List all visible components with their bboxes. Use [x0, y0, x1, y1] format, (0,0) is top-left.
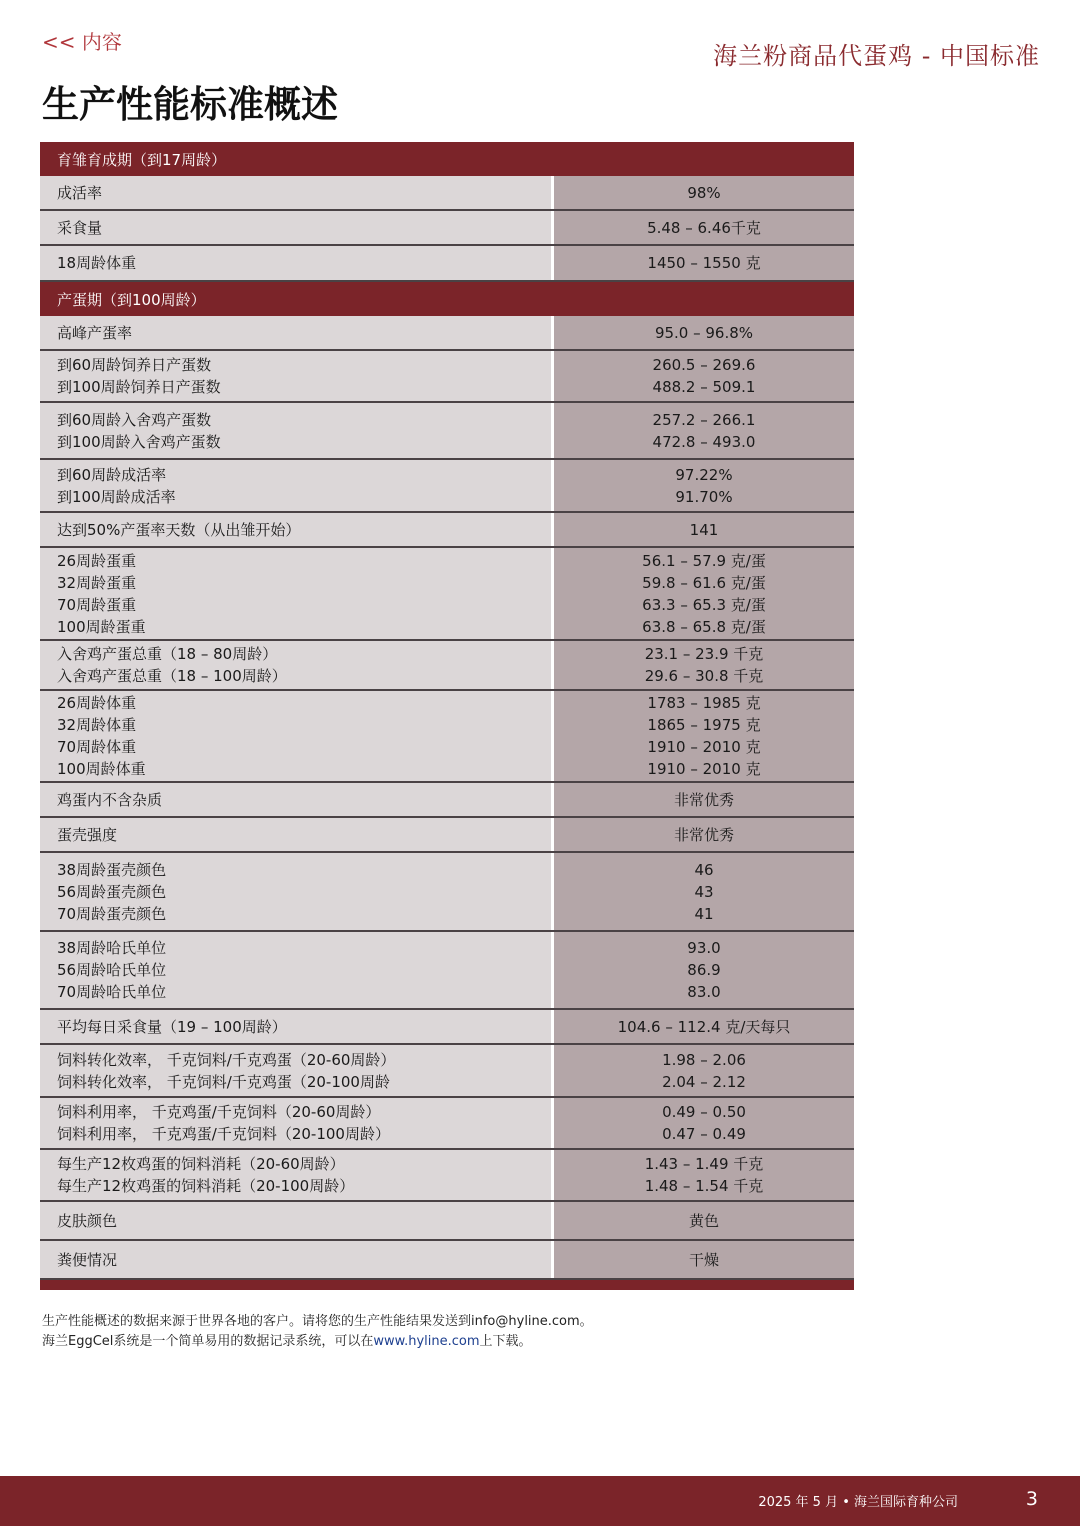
row-value: 0.47 – 0.49 — [662, 1125, 746, 1143]
row-label-cell — [40, 211, 554, 244]
row-label-cell — [40, 1010, 554, 1043]
row-value-cell — [554, 211, 854, 244]
row-value-cell — [554, 783, 854, 816]
section-header: 育雏育成期（到17周龄） — [40, 142, 854, 176]
row-label-cell — [40, 691, 554, 781]
row-value: 0.49 – 0.50 — [662, 1103, 746, 1121]
row-label: 每生产12枚鸡蛋的饲料消耗（20-100周龄） — [57, 1177, 355, 1195]
row-label-cell — [40, 1202, 554, 1239]
table-row — [40, 932, 854, 1010]
row-label: 饲料利用率， 千克鸡蛋/千克饲料（20-100周龄） — [57, 1125, 390, 1143]
row-value: 141 — [689, 520, 719, 539]
row-value-cell — [554, 1241, 854, 1278]
table-row — [40, 1241, 854, 1280]
table-row — [40, 513, 854, 548]
row-value: 干燥 — [688, 1250, 719, 1269]
row-value-cell — [554, 1045, 854, 1096]
row-value: 97.22% — [675, 465, 733, 484]
row-label: 成活率 — [57, 183, 103, 202]
row-label-cell — [40, 932, 554, 1008]
row-value: 1910 – 2010 克 — [647, 760, 761, 778]
row-label: 38周龄哈氏单位 — [57, 939, 167, 957]
back-to-contents-link[interactable]: << 内容 — [42, 30, 122, 54]
table-row — [40, 548, 854, 641]
page-number: 3 — [1025, 1488, 1038, 1510]
row-value: 260.5 – 269.6 — [652, 356, 756, 374]
footnote-eggcel-text: 海兰EggCel系统是一个简单易用的数据记录系统，可以在 — [42, 1334, 374, 1349]
row-label-cell — [40, 641, 554, 689]
row-label-cell — [40, 853, 554, 930]
row-label: 32周龄体重 — [57, 716, 137, 734]
row-value: 98% — [687, 183, 721, 202]
row-value: 95.0 – 96.8% — [654, 323, 754, 342]
table-row — [40, 246, 854, 282]
section-header: 产蛋期（到100周龄） — [40, 282, 854, 316]
row-value: 43 — [694, 882, 714, 901]
table-row — [40, 1202, 854, 1241]
table-row — [40, 176, 854, 211]
row-value: 1865 – 1975 克 — [647, 716, 761, 734]
row-value: 29.6 – 30.8 千克 — [644, 667, 764, 685]
row-label: 70周龄哈氏单位 — [57, 983, 167, 1001]
row-label: 32周龄蛋重 — [57, 573, 137, 592]
table-row — [40, 818, 854, 853]
row-label-cell — [40, 548, 554, 639]
row-label-cell — [40, 1150, 554, 1200]
row-value: 41 — [694, 904, 714, 923]
row-value: 5.48 – 6.46千克 — [647, 218, 761, 237]
footnote-eggcel — [42, 1332, 593, 1352]
row-value: 1783 – 1985 克 — [647, 694, 761, 712]
row-value: 1910 – 2010 克 — [647, 738, 761, 756]
row-value-cell — [554, 853, 854, 930]
row-value-cell — [554, 403, 854, 458]
row-label: 达到50%产蛋率天数（从出雏开始） — [57, 520, 301, 539]
row-value: 91.70% — [675, 487, 733, 506]
row-label-cell — [40, 1045, 554, 1096]
row-label: 56周龄哈氏单位 — [57, 961, 167, 979]
row-label-cell — [40, 246, 554, 280]
table-row — [40, 1150, 854, 1202]
performance-standards-table — [40, 142, 854, 1290]
row-value-cell — [554, 548, 854, 639]
row-value-cell — [554, 1010, 854, 1043]
table-row — [40, 211, 854, 246]
table-row — [40, 460, 854, 513]
row-label: 38周龄蛋壳颜色 — [57, 860, 167, 879]
row-label: 100周龄蛋重 — [57, 617, 146, 636]
row-label: 到60周龄入舍鸡产蛋数 — [57, 410, 212, 429]
hyline-website-link[interactable]: www.hyline.com — [373, 1334, 480, 1349]
row-value-cell — [554, 246, 854, 280]
table-row — [40, 853, 854, 932]
row-label-cell — [40, 513, 554, 546]
row-label: 26周龄体重 — [57, 694, 137, 712]
row-label-cell — [40, 1098, 554, 1148]
table-row — [40, 641, 854, 691]
row-value: 59.8 – 61.6 克/蛋 — [642, 573, 766, 592]
row-value: 63.3 – 65.3 克/蛋 — [642, 595, 766, 614]
row-label-cell — [40, 351, 554, 401]
footer-date-company: 2025 年 5 月 • 海兰国际育种公司 — [758, 1495, 958, 1510]
footnote-eggcel-suffix: 上下载。 — [479, 1334, 532, 1349]
row-label: 饲料转化效率， 千克饲料/千克鸡蛋（20-60周龄） — [57, 1050, 396, 1069]
row-label: 到60周龄饲养日产蛋数 — [57, 356, 212, 374]
document-title: 海兰粉商品代蛋鸡 - 中国标准 — [713, 42, 1040, 70]
row-label: 70周龄体重 — [57, 738, 137, 756]
row-value-cell — [554, 932, 854, 1008]
row-label: 饲料转化效率， 千克饲料/千克鸡蛋（20-100周龄 — [57, 1072, 390, 1091]
table-row — [40, 403, 854, 460]
row-value: 2.04 – 2.12 — [662, 1072, 746, 1091]
table-row — [40, 1045, 854, 1098]
row-label: 100周龄体重 — [57, 760, 146, 778]
row-label-cell — [40, 316, 554, 349]
row-label: 蛋壳强度 — [57, 825, 118, 844]
row-label: 采食量 — [57, 218, 103, 237]
row-label-cell — [40, 783, 554, 816]
row-label: 入舍鸡产蛋总重（18 – 100周龄） — [57, 667, 287, 685]
row-label: 18周龄体重 — [57, 254, 137, 272]
row-label: 到100周龄饲养日产蛋数 — [57, 378, 221, 396]
row-value: 1.98 – 2.06 — [662, 1050, 746, 1069]
row-value-cell — [554, 316, 854, 349]
row-label: 每生产12枚鸡蛋的饲料消耗（20-60周龄） — [57, 1155, 345, 1173]
page-footer — [0, 1476, 1080, 1526]
row-label: 70周龄蛋重 — [57, 595, 137, 614]
row-value-cell — [554, 1098, 854, 1148]
row-value: 83.0 — [687, 983, 721, 1001]
row-value: 1450 – 1550 克 — [647, 254, 761, 272]
row-label: 鸡蛋内不含杂质 — [57, 790, 163, 809]
row-value: 23.1 – 23.9 千克 — [644, 645, 764, 663]
row-label: 到100周龄入舍鸡产蛋数 — [57, 432, 221, 451]
row-label: 平均每日采食量（19 – 100周龄） — [57, 1017, 287, 1036]
row-value-cell — [554, 460, 854, 511]
table-row — [40, 691, 854, 783]
row-value-cell — [554, 818, 854, 851]
row-value: 1.48 – 1.54 千克 — [644, 1177, 764, 1195]
row-label-cell — [40, 1241, 554, 1278]
page-title: 生产性能标准概述 — [42, 83, 338, 126]
row-value-cell — [554, 1150, 854, 1200]
row-label-cell — [40, 818, 554, 851]
row-label: 饲料利用率， 千克鸡蛋/千克饲料（20-60周龄） — [57, 1103, 381, 1121]
table-row — [40, 1098, 854, 1150]
table-row — [40, 1010, 854, 1045]
row-value: 104.6 – 112.4 克/天每只 — [617, 1017, 791, 1036]
row-label-cell — [40, 176, 554, 209]
row-value: 46 — [694, 860, 714, 879]
table-row — [40, 316, 854, 351]
table-row — [40, 351, 854, 403]
row-label-cell — [40, 460, 554, 511]
row-label: 到60周龄成活率 — [57, 465, 167, 484]
row-value-cell — [554, 641, 854, 689]
row-label: 粪便情况 — [57, 1250, 118, 1269]
row-label-cell — [40, 403, 554, 458]
row-value: 472.8 – 493.0 — [652, 432, 756, 451]
row-label: 26周龄蛋重 — [57, 551, 137, 570]
row-value-cell — [554, 513, 854, 546]
row-value: 1.43 – 1.49 千克 — [644, 1155, 764, 1173]
row-value: 56.1 – 57.9 克/蛋 — [642, 551, 766, 570]
table-row — [40, 783, 854, 818]
row-value: 非常优秀 — [673, 790, 734, 809]
row-value: 黄色 — [688, 1211, 719, 1230]
row-label: 入舍鸡产蛋总重（18 – 80周龄） — [57, 645, 278, 663]
row-label: 皮肤颜色 — [57, 1211, 118, 1230]
row-label: 56周龄蛋壳颜色 — [57, 882, 167, 901]
row-label: 到100周龄成活率 — [57, 487, 176, 506]
row-label: 高峰产蛋率 — [57, 323, 133, 342]
table-bottom-bar — [40, 1280, 854, 1290]
row-value: 非常优秀 — [673, 825, 734, 844]
row-value: 257.2 – 266.1 — [652, 410, 756, 429]
row-value-cell — [554, 691, 854, 781]
row-value: 86.9 — [687, 961, 721, 979]
row-value: 93.0 — [687, 939, 721, 957]
row-value-cell — [554, 351, 854, 401]
row-label: 70周龄蛋壳颜色 — [57, 904, 167, 923]
footnote-data-source: 生产性能概述的数据来源于世界各地的客户。请将您的生产性能结果发送到info@hyline.com。 — [42, 1314, 593, 1329]
row-value: 488.2 – 509.1 — [652, 378, 756, 396]
footnotes — [42, 1312, 593, 1352]
row-value-cell — [554, 176, 854, 209]
row-value: 63.8 – 65.8 克/蛋 — [642, 617, 766, 636]
row-value-cell — [554, 1202, 854, 1239]
